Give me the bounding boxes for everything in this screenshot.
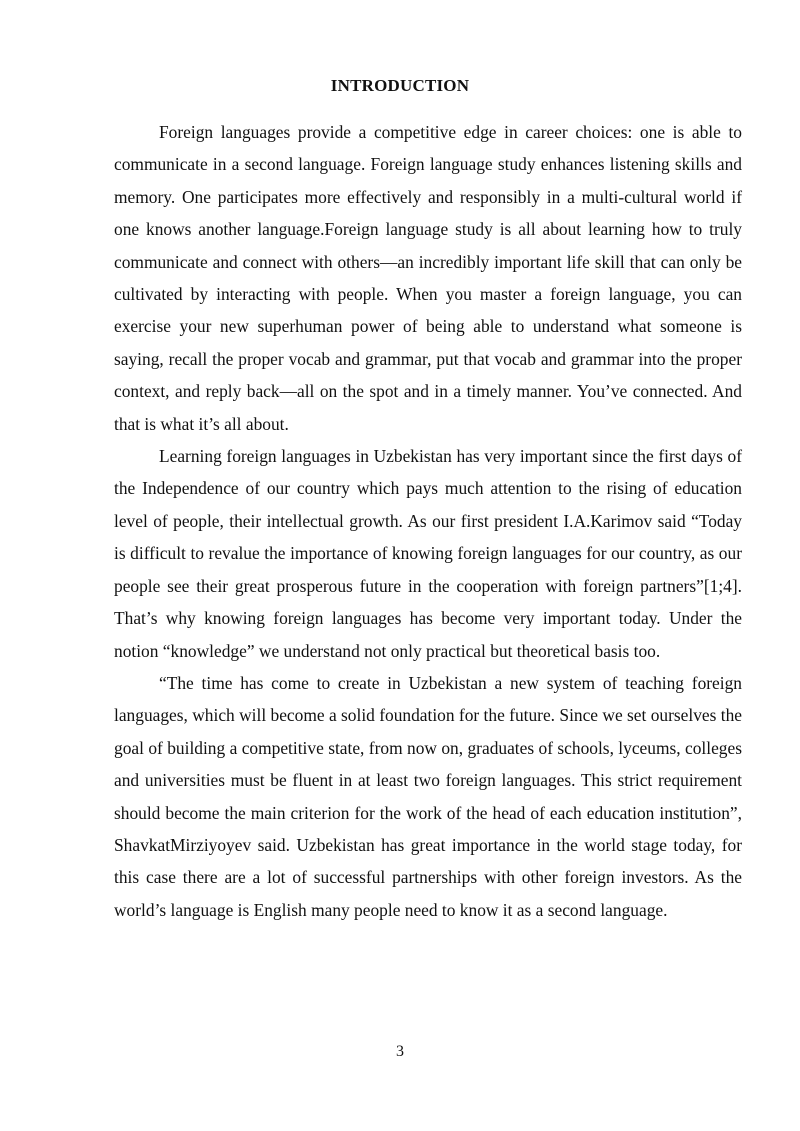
paragraph-3: “The time has come to create in Uzbekistan a new system of teaching foreign languages, which will become a solid foundation for the future. Since we set ourselves the goal of building a competitive state, from now on, graduates of schools, lyceums, colleges and universities must be fluent in at least two foreign languages. This strict requirement should become the main criterion for the work of the head of each education institution”, ShavkatMirziyoyev said. Uzbekistan has great importance in the world stage today, for this case there are a lot of successful partnerships with other foreign investors. As the world’s language is English many people need to know it as a second language. bbox=[114, 672, 742, 920]
paragraph-1: Foreign languages provide a competitive edge in career choices: one is able to communicate in a second language. Foreign language study enhances listening skills and memory. One participates more effectively and responsibly in a multi-cultural world if one knows another language.Foreign language study is all about learning how to truly communicate and connect with others—an incredibly important life skill that can only be cultivated by interacting with people. When you master a foreign language, you can exercise your new superhuman power of being able to understand what someone is saying, recall the proper vocab and grammar, put that vocab and grammar into the proper context, and reply back—all on the spot and in a timely manner. You’ve connected. And that is what it’s all about. bbox=[114, 122, 742, 434]
body-text bbox=[114, 116, 742, 926]
section-heading: INTRODUCTION bbox=[330, 76, 470, 95]
paragraph-2: Learning foreign languages in Uzbekistan has very important since the first days of the Independence of our country which pays much attention to the rising of education level of people, their intellectual growth. As our first president I.A.Karimov said “Today is difficult to revalue the importance of knowing foreign languages for our country, as our people see their great prosperous future in the cooperation with foreign partners”[1;4]. That’s why knowing foreign languages has become very important today. Under the notion “knowledge” we understand not only practical but theoretical basis too. bbox=[114, 446, 742, 661]
page-number: 3 bbox=[396, 1043, 404, 1060]
